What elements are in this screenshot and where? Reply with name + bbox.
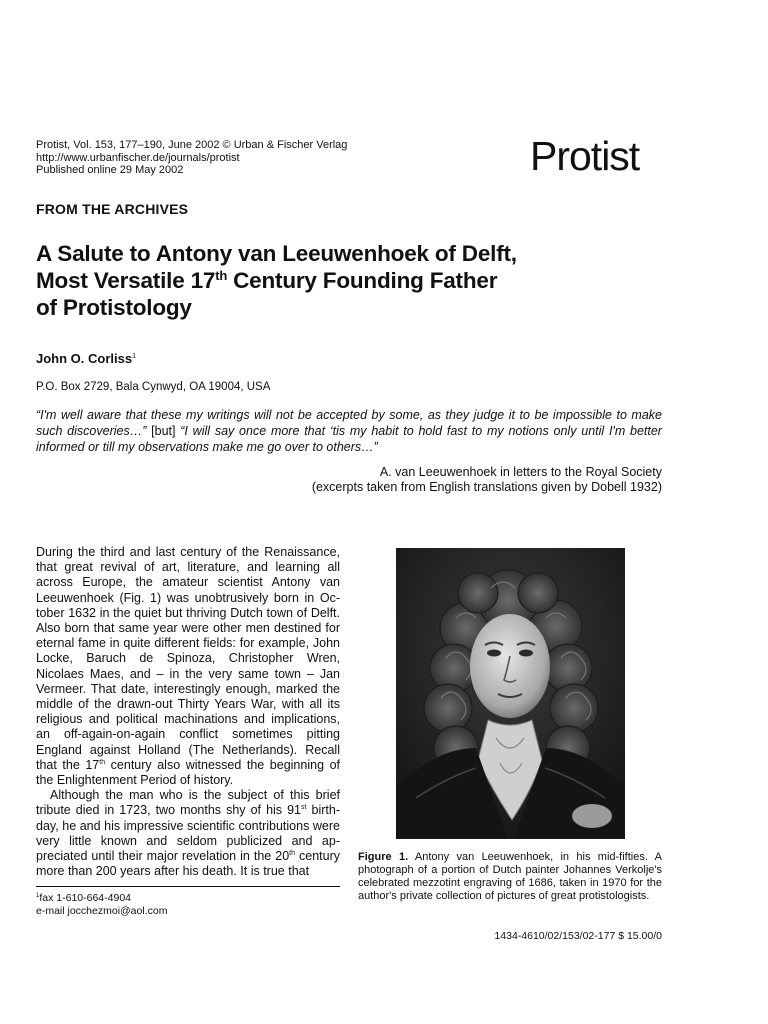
- article-title: [36, 240, 676, 321]
- epigraph-part-2: “I will say once more that ‘tis my habit to hold fast to my notions only until I'm better informed or till my observations make me go over to others…”: [36, 424, 662, 454]
- author-name-text: John O. Corliss: [36, 351, 133, 366]
- footnote-email[interactable]: e-mail jocchezmoi@aol.com: [36, 904, 168, 917]
- epigraph-part-1: “I'm well aware that these my writings will not be accepted by some, as they judge it to be impossible to make such discoveries…”: [36, 408, 662, 438]
- portrait-illustration: [396, 548, 625, 839]
- price-code: 1434-4610/02/153/02-177 $ 15.00/0: [494, 930, 662, 942]
- body-paragraph-1: [36, 545, 340, 788]
- body-p2-sup-1: st: [301, 804, 307, 812]
- figure-1-caption: [358, 851, 662, 903]
- author-footnote-marker[interactable]: 1: [132, 353, 136, 360]
- figure-1-portrait: [396, 548, 625, 839]
- body-p1-text-a: During the third and last century of the Renaissance, that great revival of art, literature, and learning all across Europe, the amateur scientist Antony van Leeuwenhoek (Fig. 1) was unobtrusively born in October 1632 in the quiet but thriving Dutch town of Delft. Also born that same year were other men destined for eternal fame in quite different fields: for example, John Locke, Baruch de Spinoza, Christopher Wren, Nicolaes Maes, and – in the very same town – Jan Vermeer. That date, interestingly enough, marked the middle of the drawn-out Thirty Years War, with all its religious and political machinations and implications, an off-again-on-again conflict sometimes pitting England against Holland (The Netherlands). Recall that the 17: [36, 545, 340, 772]
- title-line-2: [36, 267, 676, 294]
- epigraph-connector: [but]: [146, 424, 181, 438]
- footnote-divider: [36, 886, 340, 887]
- epigraph-attribution: [162, 465, 662, 495]
- body-p1-text-b: century also witnessed the beginning of the Enlightenment Period of history.: [36, 757, 340, 788]
- title-line-2-post: Century Founding Father: [227, 268, 498, 293]
- title-superscript: th: [215, 268, 228, 283]
- body-p2-text-b: birthday, he and his impressive scientific contributions were very little known and seldom publicized and appreciated until their major revelation in the 20: [36, 803, 341, 864]
- journal-meta: [36, 139, 347, 177]
- author-name: [36, 351, 136, 366]
- attribution-line-2: (excerpts taken from English translations given by Dobell 1932): [311, 480, 662, 494]
- figure-caption-text: Antony van Leeuwenhoek, in his mid-fifties. A photograph of a portion of Dutch painter Johannes Verkolje's celebrated mezzotint engraving of 1686, taken in 1970 for the author's private collection of pictures of great protistologists.: [358, 851, 662, 902]
- body-p2-text-a: Although the man who is the subject of this brief tribute died in 1723, two months shy of his 91: [36, 788, 340, 818]
- section-label: FROM THE ARCHIVES: [36, 201, 189, 217]
- journal-logo: Protist: [530, 133, 640, 179]
- figure-label: Figure 1.: [358, 851, 409, 863]
- attribution-line-1: A. van Leeuwenhoek in letters to the Royal Society: [379, 465, 662, 479]
- footnote-fax-text: fax 1-610-664-4904: [39, 892, 131, 904]
- meta-citation: Protist, Vol. 153, 177–190, June 2002 © Urban & Fischer Verlag: [36, 139, 348, 151]
- title-line-2-pre: Most Versatile 17: [36, 268, 216, 293]
- body-p2-sup-2: th: [289, 850, 295, 858]
- footnote-marker: 1: [36, 893, 40, 899]
- body-p2-text-c: century more than 200 years after his death. It is true that: [36, 849, 340, 879]
- author-address: P.O. Box 2729, Bala Cynwyd, OA 19004, USA: [36, 381, 271, 393]
- title-line-3: of Protistology: [36, 295, 192, 320]
- body-paragraph-2: [36, 788, 340, 879]
- footnote: [36, 892, 167, 917]
- meta-published: Published online 29 May 2002: [36, 164, 184, 176]
- footnote-fax: [36, 892, 167, 905]
- title-line-1: A Salute to Antony van Leeuwenhoek of Delft,: [36, 241, 517, 266]
- meta-url[interactable]: http://www.urbanfischer.de/journals/protist: [36, 151, 240, 164]
- epigraph-quote: [36, 407, 662, 455]
- body-text: [36, 545, 340, 879]
- body-p1-sup: th: [99, 758, 106, 766]
